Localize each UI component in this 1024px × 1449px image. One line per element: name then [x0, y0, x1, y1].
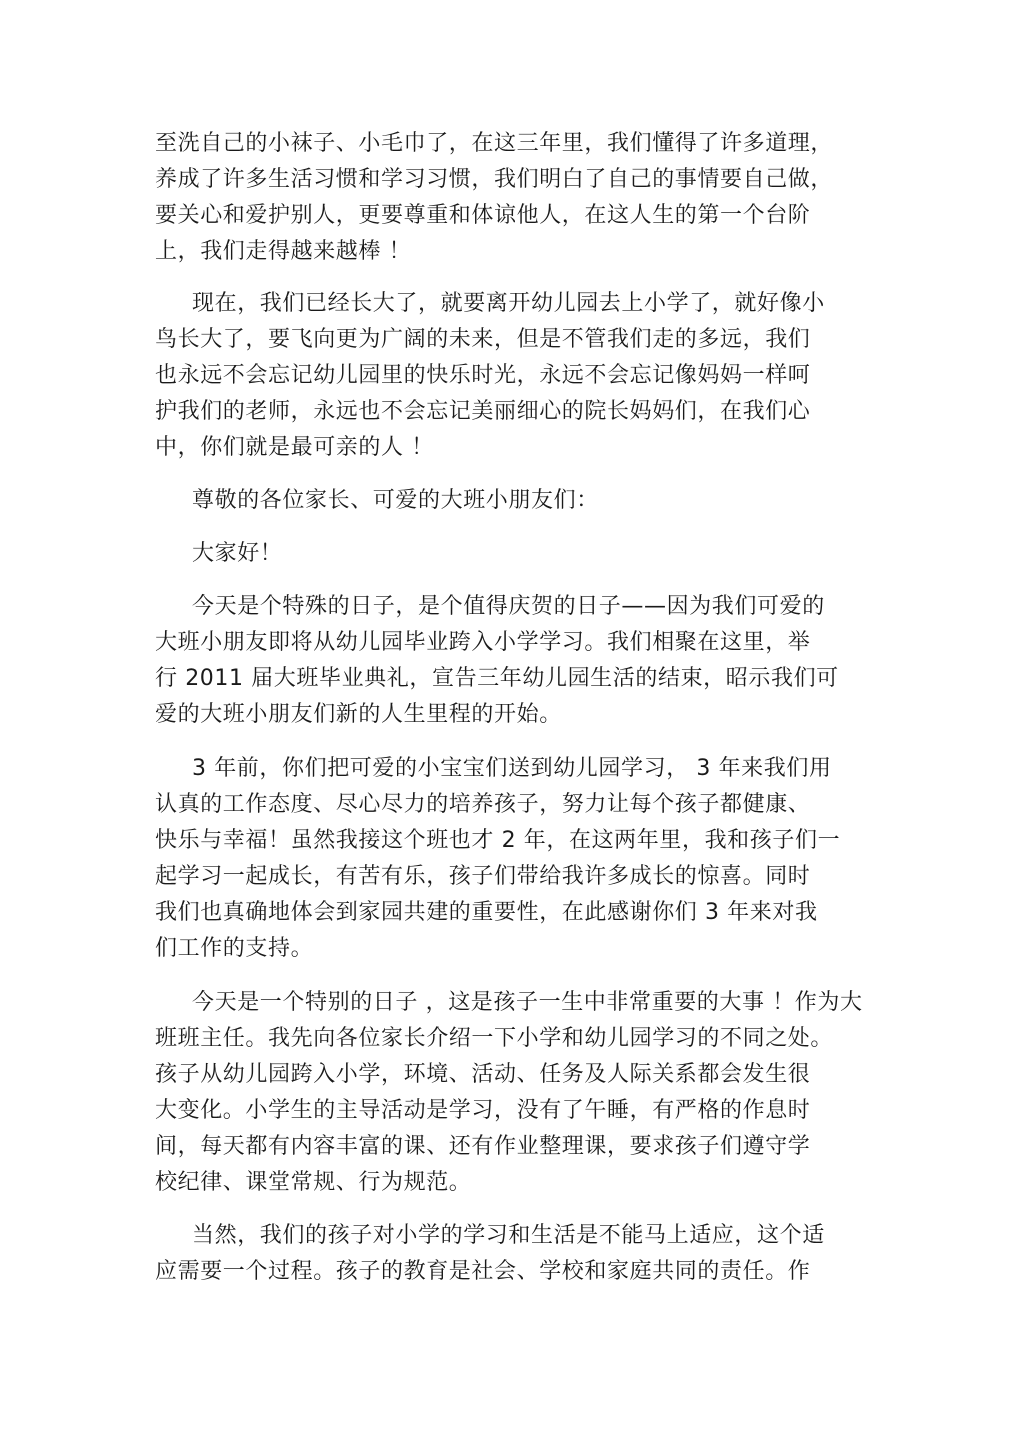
- text-line: 校纪律、课堂常规、行为规范。: [155, 1170, 472, 1195]
- text-line: 中，你们就是最可亲的人 ！: [155, 435, 434, 460]
- text-line: 3 年前，你们把可爱的小宝宝们送到幼儿园学习， 3 年来我们用: [192, 756, 832, 781]
- text-line: 快乐与幸福！虽然我接这个班也才 2 年，在这两年里，我和孩子们一: [155, 828, 841, 853]
- text-line: 今天是一个特别的日子 ，这是孩子一生中非常重要的大事 ！作为大: [192, 990, 863, 1015]
- text-line: 上，我们走得越来越棒 ！: [155, 239, 412, 264]
- text-line: 班班主任。我先向各位家长介绍一下小学和幼儿园学习的不同之处。: [155, 1026, 834, 1051]
- text-line: 行 2011 届大班毕业典礼，宣告三年幼儿园生活的结束，昭示我们可: [155, 666, 839, 691]
- text-line: 间，每天都有内容丰富的课、还有作业整理课，要求孩子们遵守学: [155, 1134, 811, 1159]
- text-line: 也永远不会忘记幼儿园里的快乐时光，永远不会忘记像妈妈一样呵: [155, 363, 811, 388]
- text-line: 应需要一个过程。孩子的教育是社会、学校和家庭共同的责任。作: [155, 1259, 811, 1284]
- text-line: 我们也真确地体会到家园共建的重要性，在此感谢你们 3 年来对我: [155, 900, 818, 925]
- text-line: 鸟长大了，要飞向更为广阔的未来，但是不管我们走的多远，我们: [155, 327, 811, 352]
- text-line: 大班小朋友即将从幼儿园毕业跨入小学学习。我们相聚在这里，举: [155, 630, 811, 655]
- text-line: 护我们的老师，永远也不会忘记美丽细心的院长妈妈们，在我们心: [155, 399, 811, 424]
- text-line: 爱的大班小朋友们新的人生里程的开始。: [155, 702, 562, 727]
- text-line: 大家好！: [192, 541, 283, 566]
- text-line: 要关心和爱护别人，更要尊重和体谅他人，在这人生的第一个台阶: [155, 203, 811, 228]
- text-line: 尊敬的各位家长、可爱的大班小朋友们：: [192, 488, 599, 513]
- text-line: 大变化。小学生的主导活动是学习，没有了午睡，有严格的作息时: [155, 1098, 811, 1123]
- text-line: 们工作的支持。: [155, 936, 314, 961]
- text-line: 起学习一起成长，有苦有乐，孩子们带给我许多成长的惊喜。同时: [155, 864, 811, 889]
- text-line: 今天是个特殊的日子，是个值得庆贺的日子——因为我们可爱的: [192, 594, 825, 619]
- text-line: 当然，我们的孩子对小学的学习和生活是不能马上适应，这个适: [192, 1223, 825, 1248]
- text-line: 认真的工作态度、尽心尽力的培养孩子，努力让每个孩子都健康、: [155, 792, 811, 817]
- text-line: 养成了许多生活习惯和学习习惯，我们明白了自己的事情要自己做，: [155, 167, 834, 192]
- text-line: 孩子从幼儿园跨入小学，环境、活动、任务及人际关系都会发生很: [155, 1062, 811, 1087]
- text-line: 现在，我们已经长大了，就要离开幼儿园去上小学了，就好像小: [192, 291, 825, 316]
- text-line: 至洗自己的小袜子、小毛巾了，在这三年里，我们懂得了许多道理，: [155, 131, 834, 156]
